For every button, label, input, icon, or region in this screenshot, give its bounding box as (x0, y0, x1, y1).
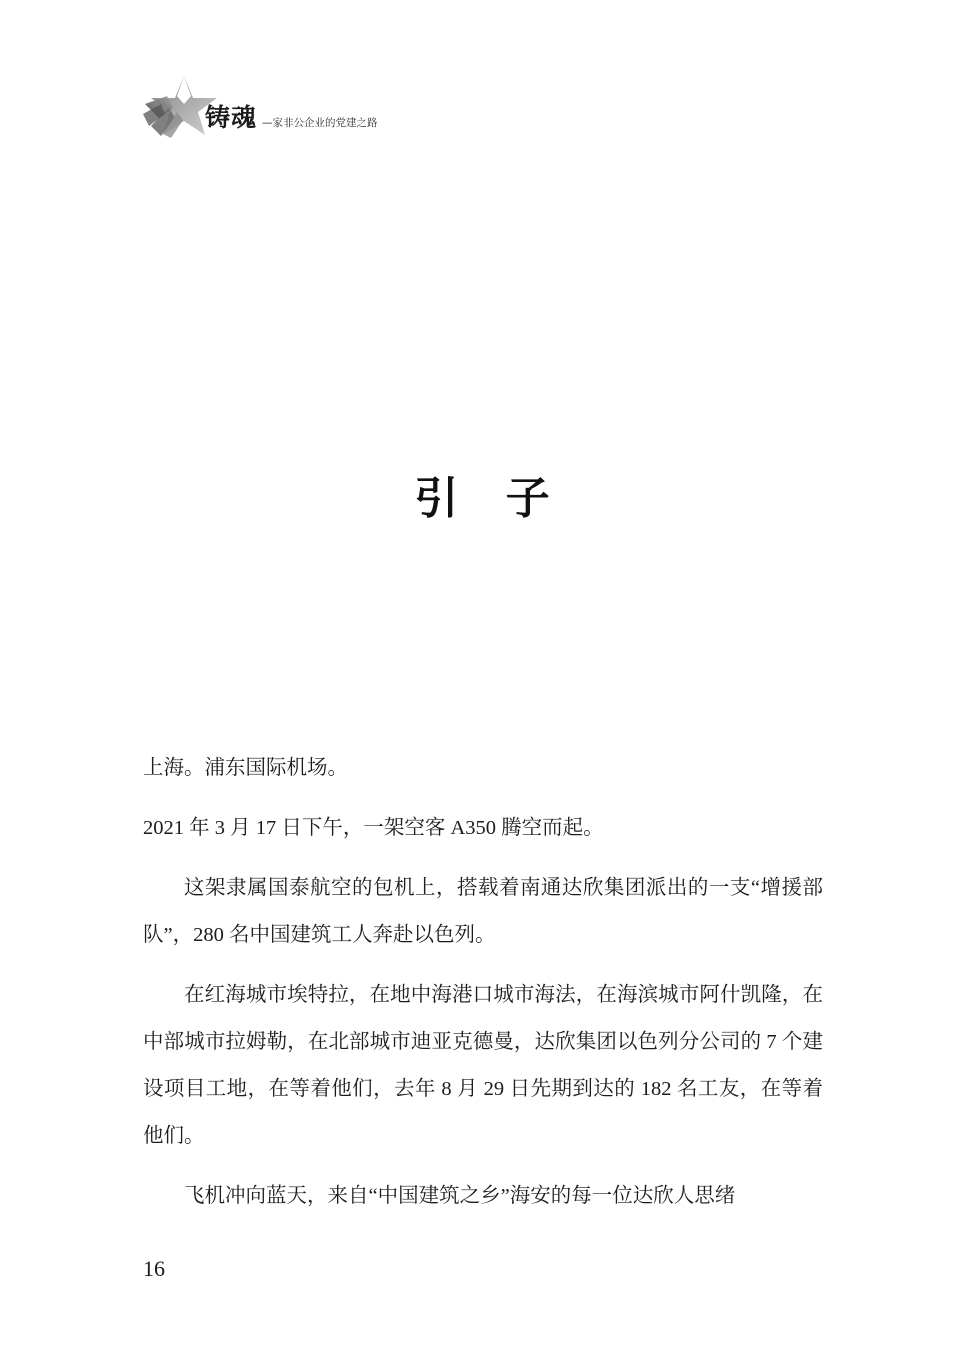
paragraph: 飞机冲向蓝天，来自“中国建筑之乡”海安的每一位达欣人思绪 (184, 1185, 736, 1207)
paragraph: 上海。浦东国际机场。 (143, 757, 348, 779)
paragraph: 2021 年 3 月 17 日下午，一架空客 A350 腾空而起。 (143, 817, 604, 839)
logo-title: 铸魂 (205, 103, 258, 132)
page-number: 16 (143, 1256, 165, 1281)
logo-text (205, 98, 378, 140)
page-title: 引 子 (414, 473, 566, 524)
star-burst-icon (143, 74, 225, 140)
logo-subtitle: —家非公企业的党建之路 (262, 117, 378, 129)
body-text (143, 745, 823, 1233)
paragraph: 在红海城市埃特拉，在地中海港口城市海法，在海滨城市阿什凯隆，在中部城市拉姆勒，在北部城市迪亚克德曼，达欣集团以色列分公司的 7 个建设项目工地，在等着他们，去年 8 月 29 日先期到达的 182 名工友，在等着他们。 (143, 984, 823, 1147)
paragraph: 这架隶属国泰航空的包机上，搭载着南通达欣集团派出的一支“增援部队”，280 名中国建筑工人奔赴以色列。 (143, 877, 823, 946)
running-header (143, 70, 378, 140)
